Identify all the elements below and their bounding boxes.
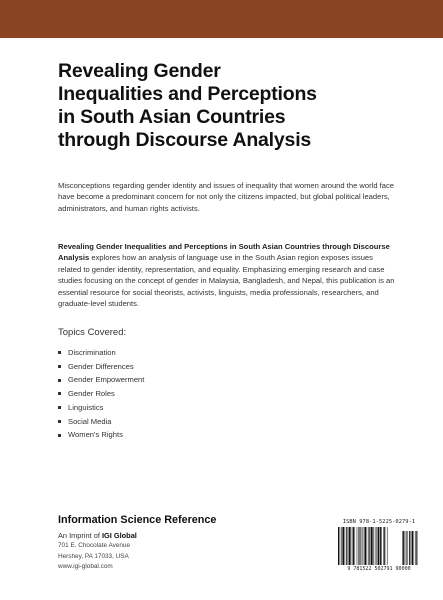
list-item: Linguistics: [58, 401, 144, 415]
barcode-bar: [346, 527, 347, 565]
title-line: Inequalities and Perceptions: [58, 83, 317, 105]
list-item: Gender Roles: [58, 387, 144, 401]
barcode-bar: [353, 527, 354, 565]
bullet-icon: [58, 392, 61, 395]
barcode-bar: [348, 527, 349, 565]
list-item: Women's Rights: [58, 428, 144, 442]
topics-heading: Topics Covered:: [58, 327, 127, 338]
supplement-digits: 90000: [395, 566, 411, 572]
barcode-bar: [368, 527, 369, 565]
barcode-bar: [371, 527, 373, 565]
publisher-block: [58, 514, 278, 572]
publisher-name: Information Science Reference: [58, 514, 217, 526]
list-item: Social Media: [58, 415, 144, 429]
address-line: Hershey, PA 17033, USA: [58, 552, 129, 560]
barcode-bar: [338, 527, 339, 565]
publisher-website: www.igi-global.com: [58, 563, 113, 571]
barcode-bar: [408, 531, 409, 565]
barcode-bar: [405, 531, 406, 565]
address-line: 701 E. Chocolate Avenue: [58, 542, 131, 549]
barcode-bar: [402, 531, 403, 565]
list-item: Gender Empowerment: [58, 373, 144, 387]
book-title: [58, 60, 398, 152]
bullet-icon: [58, 434, 61, 437]
barcode-bar: [358, 527, 359, 565]
barcode-bar: [341, 527, 342, 565]
bullet-icon: [58, 365, 61, 368]
description-paragraph-1: Misconceptions regarding gender identity and issues of inequality that women around the world face have become a predominant concern for not only the citizens impacted, but global political leaders, administrators, and human rights activists.: [58, 181, 395, 213]
barcode-bar: [411, 531, 412, 565]
ean-digits: 9 781522 502791 90000: [347, 566, 411, 572]
barcode-bar: [363, 527, 364, 565]
barcode-icon: [337, 527, 421, 566]
barcode-bar: [357, 527, 358, 565]
barcode-bar: [375, 527, 376, 565]
barcode-bar: [340, 527, 341, 565]
barcode-bar: [383, 527, 384, 565]
barcode-bar: [373, 527, 374, 565]
bullet-icon: [58, 406, 61, 409]
imprint-name: IGI Global: [101, 531, 137, 540]
barcode-bar: [364, 527, 366, 565]
topics-list: [58, 346, 144, 442]
book-title-bold: Revealing Gender Inequalities and Perceptions in South Asian Countries through Discourse Analysis: [58, 242, 390, 263]
barcode-bar: [352, 527, 353, 565]
bullet-icon: [58, 379, 61, 382]
isbn-label: ISBN 978-1-5225-0279-1: [342, 519, 416, 525]
barcode-bar: [342, 527, 344, 565]
barcode-bar: [362, 527, 363, 565]
bullet-icon: [58, 351, 61, 354]
list-item: Gender Differences: [58, 360, 144, 374]
top-color-band: [0, 0, 443, 38]
barcode-bar: [367, 527, 368, 565]
barcode-bar: [406, 531, 407, 565]
barcode-bar: [409, 531, 410, 565]
barcode-bar: [384, 527, 385, 565]
barcode-bar: [378, 527, 380, 565]
barcode-bar: [355, 527, 356, 565]
barcode-bar: [416, 531, 417, 565]
description-paragraph-2: [58, 241, 398, 309]
title-line: in South Asian Countries: [58, 106, 286, 128]
bullet-icon: [58, 420, 61, 423]
barcode-bar: [369, 527, 370, 565]
barcode-bar: [381, 527, 382, 565]
barcode-bar: [403, 531, 404, 565]
title-line: through Discourse Analysis: [58, 129, 312, 151]
barcode-bar: [414, 531, 415, 565]
barcode-bar: [377, 527, 378, 565]
imprint-line: An Imprint of IGI Global: [58, 531, 137, 540]
barcode-bar: [349, 527, 351, 565]
back-cover-content: [58, 60, 398, 440]
barcode-bar: [345, 527, 346, 565]
barcode-bar: [359, 527, 360, 565]
barcode-bar: [380, 527, 381, 565]
barcode-bar: [412, 531, 413, 565]
barcode-block: [337, 519, 421, 574]
title-line: Revealing Gender: [58, 60, 221, 82]
list-item: Discrimination: [58, 346, 144, 360]
barcode-bar: [387, 527, 388, 565]
barcode-bar: [415, 531, 416, 565]
description-text: explores how an analysis of language use in the South Asian region exposes issues related to gender identity, representation, and equality. Emphasizing emerging research and case studies focusing on the concept of gender in Malaysia, Bangladesh, and Nepal, this publication is an essential resource for social theorists, activists, linguists, media professionals, researchers, and graduate-level students.: [58, 253, 395, 309]
